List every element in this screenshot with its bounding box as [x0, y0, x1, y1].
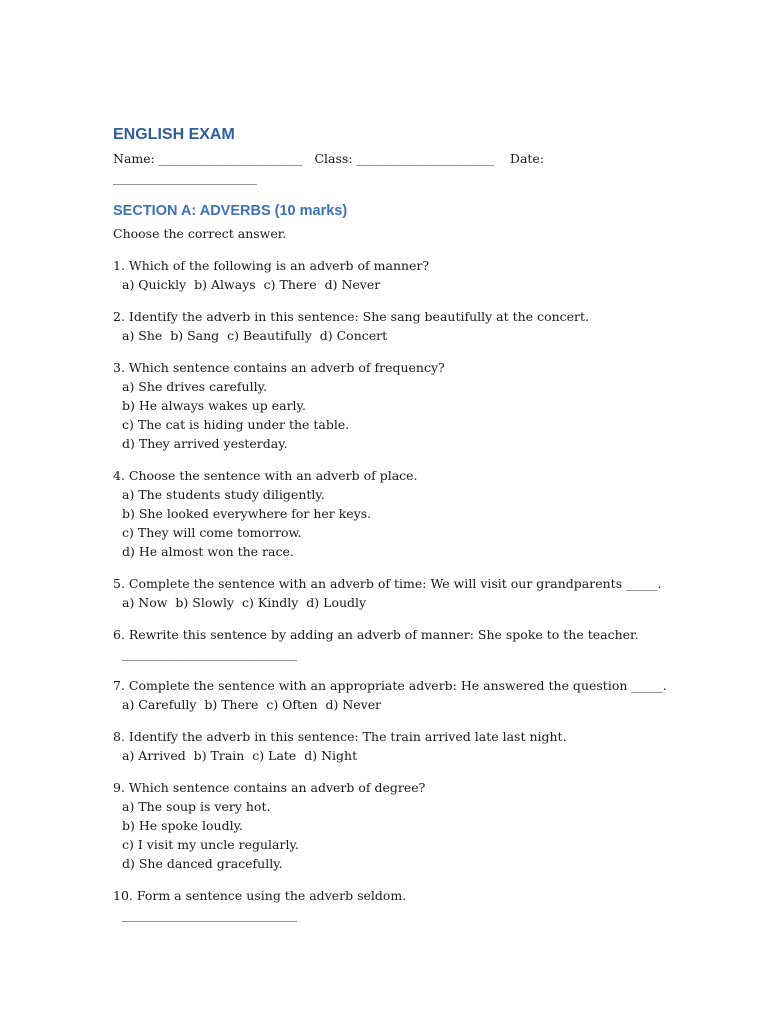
exam-page [113, 125, 713, 924]
question-item [113, 256, 713, 294]
question-item [113, 574, 713, 612]
question-item [113, 307, 713, 345]
section-title: SECTION A: ADVERBS (10 marks) [113, 203, 348, 219]
question-list [113, 256, 713, 924]
question-item [113, 778, 713, 873]
question-option: a) The soup is very hot. [122, 799, 271, 814]
question-option: a) Quickly b) Always c) There d) Never [122, 277, 381, 292]
question-option: c) The cat is hiding under the table. [122, 417, 350, 432]
student-info-line: Name: _______________________ Class: ______________________ Date: [113, 151, 545, 166]
question-prompt: 4. Choose the sentence with an adverb of place. [113, 468, 418, 483]
section-instruction: Choose the correct answer. [113, 226, 287, 241]
question-option: a) Now b) Slowly c) Kindly d) Loudly [122, 595, 367, 610]
question-option: d) They arrived yesterday. [122, 436, 288, 451]
question-option: a) She b) Sang c) Beautifully d) Concert [122, 328, 388, 343]
question-prompt: 8. Identify the adverb in this sentence: The train arrived late last night. [113, 729, 567, 744]
question-option: c) I visit my uncle regularly. [122, 837, 299, 852]
question-prompt: 6. Rewrite this sentence by adding an adverb of manner: She spoke to the teacher. [113, 627, 639, 642]
question-item [113, 886, 713, 924]
question-option: b) He spoke loudly. [122, 818, 243, 833]
question-option: d) She danced gracefully. [122, 856, 283, 871]
question-item [113, 466, 713, 561]
question-prompt: 7. Complete the sentence with an appropriate adverb: He answered the question _____. [113, 678, 667, 693]
question-prompt: 1. Which of the following is an adverb of manner? [113, 258, 430, 273]
question-option: b) She looked everywhere for her keys. [122, 506, 372, 521]
question-option: a) Carefully b) There c) Often d) Never [122, 697, 382, 712]
question-item [113, 358, 713, 453]
question-option: b) He always wakes up early. [122, 398, 306, 413]
question-prompt: 9. Which sentence contains an adverb of degree? [113, 780, 426, 795]
question-prompt: 10. Form a sentence using the adverb seldom. [113, 888, 407, 903]
question-prompt: 2. Identify the adverb in this sentence: She sang beautifully at the concert. [113, 309, 590, 324]
question-option: ____________________________ [122, 646, 297, 661]
question-item [113, 676, 713, 714]
question-option: ____________________________ [122, 907, 297, 922]
question-item [113, 727, 713, 765]
question-option: c) They will come tomorrow. [122, 525, 302, 540]
question-option: a) She drives carefully. [122, 379, 267, 394]
question-option: a) Arrived b) Train c) Late d) Night [122, 748, 358, 763]
question-prompt: 5. Complete the sentence with an adverb of time: We will visit our grandparents _____. [113, 576, 662, 591]
exam-title: ENGLISH EXAM [113, 126, 235, 143]
date-blank-line: _______________________ [113, 170, 257, 185]
question-option: a) The students study diligently. [122, 487, 325, 502]
question-option: d) He almost won the race. [122, 544, 294, 559]
question-prompt: 3. Which sentence contains an adverb of frequency? [113, 360, 445, 375]
question-item [113, 625, 713, 663]
